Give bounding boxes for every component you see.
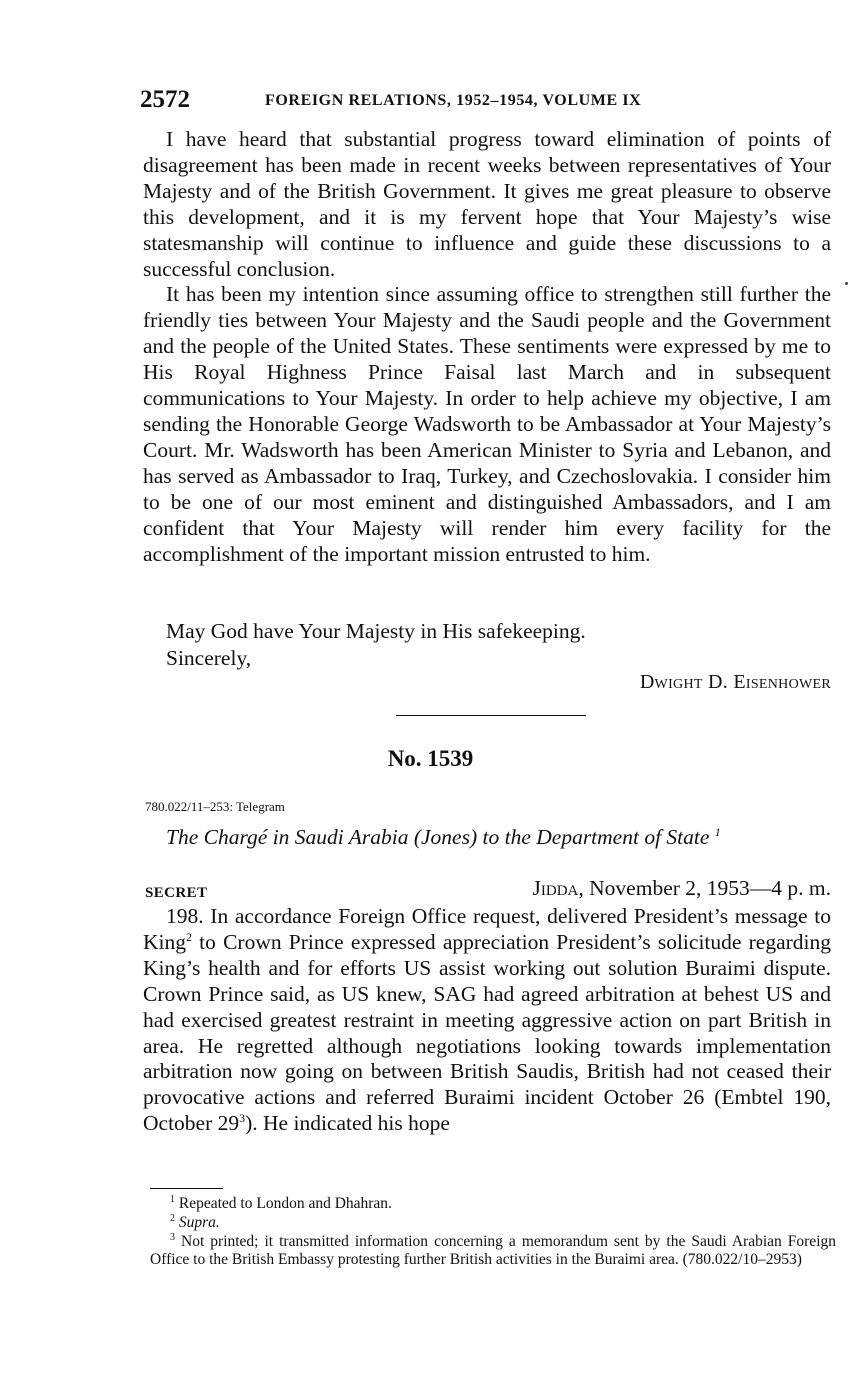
footnote-mark-2: 2	[170, 1212, 175, 1224]
footnote-mark-3: 3	[170, 1231, 175, 1243]
dateline	[533, 876, 831, 901]
margin-speck	[845, 282, 848, 285]
letter-body	[143, 127, 831, 567]
footnote-3	[150, 1233, 836, 1271]
classification-label: SECRET	[145, 885, 208, 901]
letter-paragraph-2: It has been my intention since assuming office to strengthen still further the friendly ties between Your Majesty and the Saudi people and the Government and the people of the United States. These sentiments were expressed by me to His Royal Highness Prince Faisal last March and in subsequent communications to Your Majesty. In order to help achieve my objective, I am sending the Honorable George Wadsworth to be Ambassador at Your Majesty’s Court. Mr. Wadsworth has been American Minister to Syria and Lebanon, and has served as Ambassador to Iraq, Turkey, and Czechoslovakia. I consider him to be one of our most eminent and distinguished Ambassadors, and I am confident that Your Majesty will render him every facility for the accomplishment of the important mission entrusted to him.	[143, 282, 831, 566]
letter-paragraph-1: I have heard that substantial progress toward elimination of points of disagreement has been made in recent weeks between representatives of Your Majesty and of the British Government. It gives me great pleasure to observe this development, and it is my fervent hope that Your Majesty’s wise statesmanship will continue to influence and guide these discussions to a successful conclusion.	[143, 127, 831, 281]
footnote-text-2: Supra.	[175, 1213, 220, 1231]
footnote-text-3: Not printed; it transmitted information concerning a memorandum sent by the Saudi Arabian Foreign Office to the British Embassy protesting further British activities in the Buraimi area. (780.022/10–2953)	[150, 1232, 836, 1269]
dateline-place: Jidda	[532, 876, 579, 900]
footnote-mark-1: 1	[170, 1194, 175, 1205]
document-title	[166, 825, 721, 850]
telegram-text-2: to Crown Prince expressed appreciation President’s solicitude regarding King’s health and for efforts US assist working out solution Buraimi dispute. Crown Prince said, as US knew, SAG had agreed arbitration at behest US and had exercised greatest restraint in meeting aggressive action on part British in area. He regretted although negotiations looking towards implementation arbitration now going on between British Saudis, British had not ceased their provocative actions and referred Buraimi incident October 26 (Embtel 190, October 29	[143, 929, 831, 1136]
telegram-body	[143, 904, 831, 1137]
telegram-paragraph	[143, 904, 831, 1137]
footnote-text-1: Repeated to London and Dhahran.	[175, 1195, 392, 1212]
letter-signature: Dwight D. Eisenhower	[639, 671, 831, 693]
footnote-ref-1: 1	[714, 825, 721, 839]
footnote-ref-3: 3	[239, 1111, 246, 1126]
telegram-text-1: 198. In accordance Foreign Office request, delivered President’s message to King	[143, 904, 831, 954]
dateline-date: , November 2, 1953—4 p. m.	[578, 876, 831, 900]
telegram-text-3: ). He indicated his hope	[245, 1111, 450, 1136]
document-number: No. 1539	[387, 746, 474, 771]
footnotes	[150, 1195, 836, 1270]
running-title: FOREIGN RELATIONS, 1952–1954, VOLUME IX	[265, 92, 642, 109]
letter-valediction: Sincerely,	[166, 646, 252, 670]
footnote-rule	[150, 1188, 223, 1189]
footnote-2	[150, 1214, 836, 1233]
page-number: 2572	[140, 86, 190, 113]
letter-closing-line: May God have Your Majesty in His safekeeping.	[166, 619, 586, 643]
document-title-text: The Chargé in Saudi Arabia (Jones) to the Department of State	[166, 825, 710, 849]
footnote-ref-2: 2	[186, 929, 192, 944]
file-reference: 780.022/11–253: Telegram	[145, 799, 285, 814]
page-header	[140, 86, 840, 116]
footnote-1	[150, 1195, 836, 1214]
section-divider	[396, 715, 586, 716]
